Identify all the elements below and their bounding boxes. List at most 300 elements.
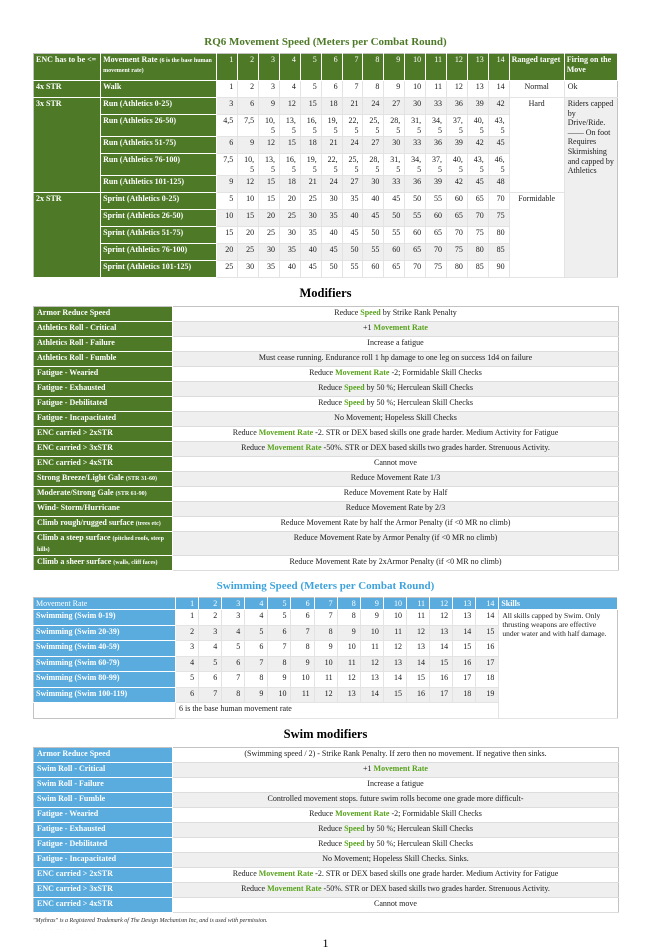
swim-footer-empty [34, 703, 176, 719]
speed-value: 70 [467, 210, 488, 227]
rate-col-header: 11 [426, 54, 447, 81]
modifier-row [34, 882, 619, 897]
speed-value: 6 [321, 81, 342, 98]
movement-label: Run (Athletics 0-25) [101, 98, 217, 115]
speed-value: 30 [321, 193, 342, 210]
modifier-value: Cannot move [173, 897, 619, 912]
swim-col-header: 6 [291, 597, 314, 610]
modifier-value: Controlled movement stops. future swim rolls become one grade more difficult- [173, 792, 619, 807]
enc-header: ENC has to be <= [34, 54, 101, 81]
modifier-value: Reduce Speed by 50 %; Herculean Skill Checks [173, 837, 619, 852]
rate-header: Movement Rate (6 is the base human movement rate) [101, 54, 217, 81]
swim-modifiers-table [33, 747, 619, 913]
speed-value: 40,5 [446, 154, 467, 176]
speed-value: 43,5 [488, 115, 509, 137]
speed-value: 25 [259, 227, 280, 244]
swim-label: Swimming (Swim 60-79) [34, 656, 176, 672]
speed-value: 13,5 [259, 154, 280, 176]
speed-value: 1 [217, 81, 238, 98]
speed-value: 20 [217, 244, 238, 261]
speed-value: 50 [321, 261, 342, 278]
speed-value: 10 [238, 193, 259, 210]
speed-value: 85 [467, 261, 488, 278]
modifier-row [34, 337, 619, 352]
speed-value: 35 [279, 244, 300, 261]
swim-skills-header: Skills [499, 597, 618, 610]
speed-value: 60 [363, 261, 384, 278]
modifier-value: (Swimming speed / 2) - Strike Rank Penalty. If zero then no movement. If negative then sinks. [173, 747, 619, 762]
modifier-label: Fatigue - Exhausted [34, 822, 173, 837]
swim-value: 12 [360, 656, 383, 672]
speed-value: 55 [342, 261, 363, 278]
speed-value: 45 [342, 227, 363, 244]
modifier-row [34, 442, 619, 457]
modifier-row [34, 322, 619, 337]
speed-value: 2 [238, 81, 259, 98]
swim-col-header: 8 [337, 597, 360, 610]
speed-value: 11 [426, 81, 447, 98]
swim-value: 9 [245, 687, 268, 703]
speed-value: 65 [426, 227, 447, 244]
modifier-label: Swim Roll - Critical [34, 762, 173, 777]
speed-value: 65 [467, 193, 488, 210]
speed-value: 65 [384, 261, 405, 278]
swim-value: 12 [383, 641, 406, 657]
speed-value: 24 [321, 176, 342, 193]
modifier-label: ENC carried > 2xSTR [34, 867, 173, 882]
swim-value: 9 [360, 610, 383, 626]
rate-col-header: 5 [300, 54, 321, 81]
swim-value: 6 [176, 687, 199, 703]
modifier-label: Armor Reduce Speed [34, 307, 173, 322]
speed-value: 12 [279, 98, 300, 115]
speed-value: 13,5 [279, 115, 300, 137]
swim-value: 1 [176, 610, 199, 626]
enc-cell: 4x STR [34, 81, 101, 98]
swim-value: 17 [430, 687, 453, 703]
speed-value: 10,5 [238, 154, 259, 176]
swim-value: 3 [199, 625, 222, 641]
speed-value: 75 [446, 244, 467, 261]
speed-value: 27 [384, 98, 405, 115]
modifier-label: Fatigue - Wearied [34, 807, 173, 822]
speed-value: 50 [363, 227, 384, 244]
speed-value: 35 [321, 210, 342, 227]
modifier-value: Reduce Speed by Strike Rank Penalty [173, 307, 619, 322]
fine-print: · ·· · · ·· · ·· ··· · ·· [33, 927, 96, 933]
speed-value: 30 [384, 137, 405, 154]
swim-row [34, 610, 618, 626]
swim-base-rate-note: 6 is the base human movement rate [176, 703, 499, 719]
speed-value: 25,5 [342, 154, 363, 176]
speed-value: 70 [405, 261, 426, 278]
speed-value: 42 [467, 137, 488, 154]
modifier-label: Climb rough/rugged surface (trees etc) [34, 517, 173, 532]
modifier-value: Reduce Movement Rate -2; Formidable Skill Checks [173, 367, 619, 382]
speed-value: 21 [300, 176, 321, 193]
enc-cell: 2x STR [34, 193, 101, 278]
speed-value: 25,5 [363, 115, 384, 137]
swim-value: 2 [199, 610, 222, 626]
movement-label: Sprint (Athletics 101-125) [101, 261, 217, 278]
speed-value: 5 [217, 193, 238, 210]
speed-value: 90 [488, 261, 509, 278]
movement-table [33, 53, 618, 278]
modifier-row [34, 517, 619, 532]
speed-value: 80 [488, 227, 509, 244]
movement-label: Run (Athletics 76-100) [101, 154, 217, 176]
swim-header-row [34, 597, 618, 610]
speed-value: 14 [488, 81, 509, 98]
speed-value: 55 [384, 227, 405, 244]
movement-label: Run (Athletics 51-75) [101, 137, 217, 154]
speed-value: 18 [300, 137, 321, 154]
speed-value: 70 [446, 227, 467, 244]
speed-value: 12 [238, 176, 259, 193]
rate-col-header: 10 [405, 54, 426, 81]
modifier-row [34, 897, 619, 912]
speed-value: 42 [446, 176, 467, 193]
modifier-row [34, 852, 619, 867]
swim-value: 8 [291, 641, 314, 657]
swim-value: 18 [453, 687, 476, 703]
modifier-label-note: (trees etc) [135, 521, 161, 528]
speed-value: 31,5 [405, 115, 426, 137]
movement-label: Sprint (Athletics 51-75) [101, 227, 217, 244]
speed-value: 28,5 [384, 115, 405, 137]
speed-value: 15 [279, 137, 300, 154]
speed-value: 20 [279, 193, 300, 210]
swim-value: 6 [245, 641, 268, 657]
speed-value: 9 [384, 81, 405, 98]
speed-value: 36 [446, 98, 467, 115]
speed-value: 40 [321, 227, 342, 244]
modifiers-title: Modifiers [299, 286, 352, 301]
swim-col-header: 9 [360, 597, 383, 610]
swim-value: 7 [291, 625, 314, 641]
modifier-value: Reduce Movement Rate -2. STR or DEX based skills one grade harder. Medium Activity for Fatigue [173, 427, 619, 442]
speed-value: 75 [488, 210, 509, 227]
swim-col-header: 13 [453, 597, 476, 610]
speed-value: 12 [259, 137, 280, 154]
swimming-table [33, 597, 618, 719]
swim-value: 19 [476, 687, 499, 703]
modifier-row [34, 307, 619, 322]
movement-label: Sprint (Athletics 26-50) [101, 210, 217, 227]
movement-speed-title: RQ6 Movement Speed (Meters per Combat Round) [204, 36, 447, 48]
modifier-value: No Movement; Hopeless Skill Checks [173, 412, 619, 427]
ranged-target: Hard [509, 98, 564, 193]
speed-value: 3 [217, 98, 238, 115]
modifier-row [34, 777, 619, 792]
rate-col-header: 6 [321, 54, 342, 81]
movement-table-body [34, 54, 618, 278]
swim-value: 2 [176, 625, 199, 641]
swim-value: 11 [383, 625, 406, 641]
modifier-row [34, 532, 619, 555]
speed-value: 7,5 [217, 154, 238, 176]
speed-value: 40 [300, 244, 321, 261]
modifier-row [34, 427, 619, 442]
speed-value: 40 [279, 261, 300, 278]
enc-cell: 3x STR [34, 98, 101, 193]
swim-value: 7 [314, 610, 337, 626]
swim-value: 5 [222, 641, 245, 657]
swim-value: 7 [199, 687, 222, 703]
modifier-value: Reduce Movement Rate -2; Formidable Skill Checks [173, 807, 619, 822]
speed-value: 9 [238, 137, 259, 154]
rate-col-header: 1 [217, 54, 238, 81]
swim-value: 13 [430, 625, 453, 641]
modifier-row [34, 367, 619, 382]
modifier-value: Reduce Movement Rate by Half [173, 487, 619, 502]
speed-value: 10 [217, 210, 238, 227]
rate-col-header: 3 [259, 54, 280, 81]
swim-label: Swimming (Swim 100-119) [34, 687, 176, 703]
speed-value: 60 [446, 193, 467, 210]
swim-label: Swimming (Swim 80-99) [34, 672, 176, 688]
swim-label: Swimming (Swim 40-59) [34, 641, 176, 657]
speed-value: 33 [384, 176, 405, 193]
movement-row [34, 98, 618, 115]
trademark-note: "Mythras" is a Registered Trademark of The Design Mechanism Inc, and is used with permission. [33, 917, 268, 924]
modifier-label: ENC carried > 4xSTR [34, 897, 173, 912]
modifier-value: Reduce Movement Rate 1/3 [173, 472, 619, 487]
swim-value: 14 [360, 687, 383, 703]
swim-value: 16 [453, 656, 476, 672]
modifier-row [34, 472, 619, 487]
modifier-value: No Movement; Hopeless Skill Checks. Sinks. [173, 852, 619, 867]
speed-value: 37,5 [446, 115, 467, 137]
swim-value: 13 [337, 687, 360, 703]
speed-value: 65 [405, 244, 426, 261]
modifier-value: Reduce Speed by 50 %; Herculean Skill Checks [173, 382, 619, 397]
modifier-label: Fatigue - Incapacitated [34, 412, 173, 427]
swim-col-header: 5 [268, 597, 291, 610]
speed-value: 46,5 [488, 154, 509, 176]
speed-value: 48 [488, 176, 509, 193]
swim-value: 14 [406, 656, 429, 672]
modifiers-table [33, 306, 619, 570]
swim-rate-header: Movement Rate [34, 597, 176, 610]
modifier-value: Reduce Movement Rate by half the Armor Penalty (if <0 MR no climb) [173, 517, 619, 532]
speed-value: 50 [405, 193, 426, 210]
swim-value: 6 [291, 610, 314, 626]
modifier-label: ENC carried > 4xSTR [34, 457, 173, 472]
speed-value: 6 [217, 137, 238, 154]
swim-value: 13 [383, 656, 406, 672]
speed-value: 70 [426, 244, 447, 261]
modifier-label: Fatigue - Exhausted [34, 382, 173, 397]
speed-value: 31,5 [384, 154, 405, 176]
speed-value: 30 [238, 261, 259, 278]
swim-value: 11 [406, 610, 429, 626]
speed-value: 39 [467, 98, 488, 115]
speed-value: 40,5 [467, 115, 488, 137]
speed-value: 18 [321, 98, 342, 115]
movement-label: Run (Athletics 101-125) [101, 176, 217, 193]
swim-col-header: 4 [245, 597, 268, 610]
swim-value: 8 [222, 687, 245, 703]
speed-value: 30 [259, 244, 280, 261]
speed-value: 27 [363, 137, 384, 154]
swim-value: 13 [453, 610, 476, 626]
modifier-row [34, 457, 619, 472]
speed-value: 10 [405, 81, 426, 98]
ranged-header: Ranged target [509, 54, 564, 81]
speed-value: 15 [259, 193, 280, 210]
modifier-label-note: (STR 31-60) [125, 476, 157, 483]
swim-value: 15 [383, 687, 406, 703]
swim-value: 6 [199, 672, 222, 688]
speed-value: 15 [259, 176, 280, 193]
speed-value: 45 [384, 193, 405, 210]
modifier-label: Climb a sheer surface (walls, cliff faces) [34, 555, 173, 570]
swim-col-header: 10 [383, 597, 406, 610]
ranged-target: Normal [509, 81, 564, 98]
swim-value: 3 [222, 610, 245, 626]
speed-value: 21 [321, 137, 342, 154]
modifier-label: Fatigue - Wearied [34, 367, 173, 382]
speed-value: 60 [405, 227, 426, 244]
modifier-value: Increase a fatigue [173, 337, 619, 352]
swim-value: 17 [476, 656, 499, 672]
speed-value: 35 [300, 227, 321, 244]
modifier-value: Increase a fatigue [173, 777, 619, 792]
speed-value: 55 [426, 193, 447, 210]
modifier-value: Reduce Movement Rate by 2/3 [173, 502, 619, 517]
modifier-label: Athletics Roll - Fumble [34, 352, 173, 367]
speed-value: 16,5 [300, 115, 321, 137]
swim-value: 12 [314, 687, 337, 703]
speed-value: 40 [342, 210, 363, 227]
swim-skills-note: All skills capped by Swim. Only thrusting weapons are effective under water and with half damage. [499, 610, 618, 719]
speed-value: 3 [259, 81, 280, 98]
swim-value: 14 [383, 672, 406, 688]
swim-value: 4 [245, 610, 268, 626]
modifier-label-note: (pitched roofs, steep hills) [37, 536, 164, 553]
speed-value: 45 [363, 210, 384, 227]
swim-value: 7 [268, 641, 291, 657]
swim-value: 4 [199, 641, 222, 657]
swim-value: 12 [337, 672, 360, 688]
modifier-label-note: (walls, cliff faces) [113, 559, 158, 566]
speed-value: 55 [363, 244, 384, 261]
speed-value: 30 [300, 210, 321, 227]
swim-value: 10 [383, 610, 406, 626]
ranged-target: Formidable [509, 193, 564, 278]
swim-value: 11 [337, 656, 360, 672]
speed-value: 70 [488, 193, 509, 210]
movement-label: Run (Athletics 26-50) [101, 115, 217, 137]
page-number: 1 [322, 935, 329, 950]
swim-value: 8 [245, 672, 268, 688]
speed-value: 22,5 [342, 115, 363, 137]
swim-value: 11 [360, 641, 383, 657]
speed-value: 30 [405, 98, 426, 115]
speed-value: 45 [467, 176, 488, 193]
speed-value: 19,5 [321, 115, 342, 137]
swim-value: 12 [430, 610, 453, 626]
movement-row [34, 81, 618, 98]
speed-value: 45 [488, 137, 509, 154]
speed-value: 21 [342, 98, 363, 115]
modifier-value: Reduce Movement Rate by Armor Penalty (if <0 MR no climb) [173, 532, 619, 555]
speed-value: 40 [363, 193, 384, 210]
modifier-value: Must cease running. Endurance roll 1 hp damage to one leg on success 1d4 on failure [173, 352, 619, 367]
firing-note: Ok [564, 81, 617, 98]
movement-label: Walk [101, 81, 217, 98]
modifiers-table-body [34, 307, 619, 570]
movement-label: Sprint (Athletics 76-100) [101, 244, 217, 261]
speed-value: 50 [342, 244, 363, 261]
swim-value: 13 [406, 641, 429, 657]
modifier-value: Reduce Speed by 50 %; Herculean Skill Checks [173, 822, 619, 837]
modifier-label: Athletics Roll - Critical [34, 322, 173, 337]
swim-value: 7 [222, 672, 245, 688]
swim-value: 5 [176, 672, 199, 688]
swim-value: 18 [476, 672, 499, 688]
modifier-value: Reduce Movement Rate -2. STR or DEX based skills one grade harder. Medium Activity for Fatigue [173, 867, 619, 882]
speed-value: 80 [467, 244, 488, 261]
swim-value: 10 [314, 656, 337, 672]
swim-value: 11 [291, 687, 314, 703]
speed-value: 7,5 [238, 115, 259, 137]
modifier-row [34, 352, 619, 367]
speed-value: 42 [488, 98, 509, 115]
modifier-value: Reduce Movement Rate -50%. STR or DEX based skills two grades harder. Strenuous Activity. [173, 882, 619, 897]
speed-value: 7 [342, 81, 363, 98]
modifier-value: +1 Movement Rate [173, 762, 619, 777]
modifier-row [34, 792, 619, 807]
rate-col-header: 13 [467, 54, 488, 81]
swim-value: 15 [430, 656, 453, 672]
swim-value: 9 [291, 656, 314, 672]
modifier-label: Strong Breeze/Light Gale (STR 31-60) [34, 472, 173, 487]
speed-value: 22,5 [321, 154, 342, 176]
swim-value: 14 [476, 610, 499, 626]
speed-value: 50 [384, 210, 405, 227]
speed-value: 36 [426, 137, 447, 154]
modifier-label: Climb a steep surface (pitched roofs, steep hills) [34, 532, 173, 555]
speed-value: 27 [342, 176, 363, 193]
swim-value: 9 [337, 625, 360, 641]
swim-value: 14 [430, 641, 453, 657]
swim-col-header: 7 [314, 597, 337, 610]
speed-value: 15 [300, 98, 321, 115]
swim-value: 5 [245, 625, 268, 641]
movement-header-row [34, 54, 618, 81]
firing-header: Firing on the Move [564, 54, 617, 81]
speed-value: 80 [446, 261, 467, 278]
speed-value: 37,5 [426, 154, 447, 176]
rate-col-header: 8 [363, 54, 384, 81]
speed-value: 24 [342, 137, 363, 154]
speed-value: 25 [279, 210, 300, 227]
speed-value: 75 [426, 261, 447, 278]
speed-value: 39 [426, 176, 447, 193]
modifier-label: Fatigue - Debilitated [34, 837, 173, 852]
modifier-row [34, 822, 619, 837]
speed-value: 45 [321, 244, 342, 261]
modifier-row [34, 807, 619, 822]
movement-label: Sprint (Athletics 0-25) [101, 193, 217, 210]
swim-col-header: 12 [430, 597, 453, 610]
modifier-row [34, 502, 619, 517]
speed-value: 6 [238, 98, 259, 115]
swim-modifiers-table-body [34, 747, 619, 912]
speed-value: 34,5 [405, 154, 426, 176]
